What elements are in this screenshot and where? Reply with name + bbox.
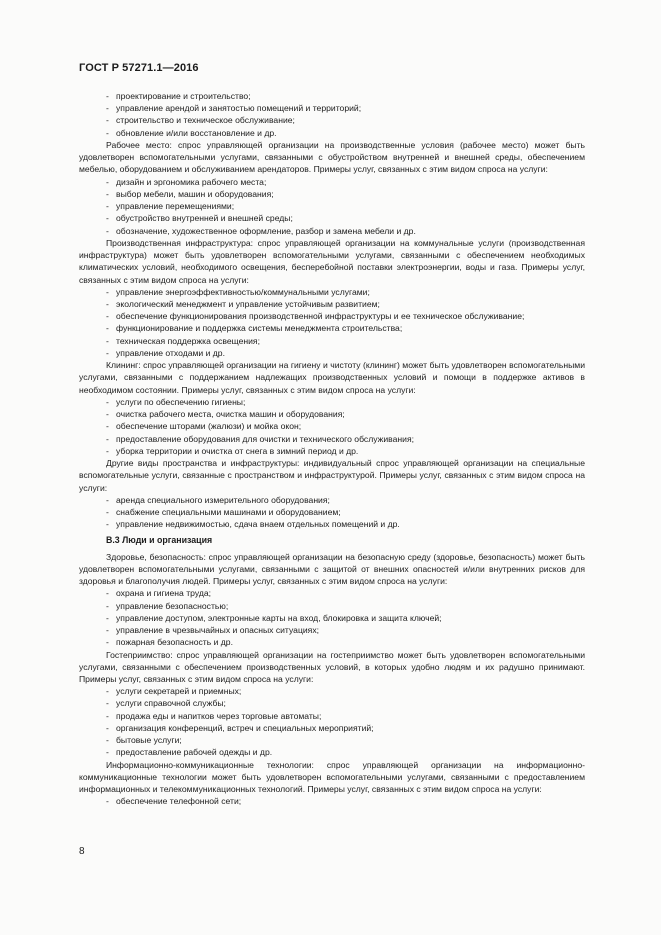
- list-item: [79, 176, 585, 188]
- list-bullet: -: [106, 747, 109, 758]
- list-item-text: управление безопасностью;: [116, 600, 229, 611]
- list-bullet: -: [106, 686, 109, 697]
- list-bullet: -: [106, 710, 109, 721]
- list-bullet: -: [106, 323, 109, 334]
- list-item-text: управление арендой и занятостью помещений и территорий;: [116, 103, 362, 114]
- list-bullet: -: [106, 335, 109, 346]
- document-body: [79, 90, 585, 808]
- list-bullet: -: [106, 201, 109, 212]
- list-item: [79, 286, 585, 298]
- list-item: [79, 624, 585, 636]
- paragraph: Рабочее место: спрос управляющей организации на производственные условия (рабочее место) может быть удовлетворен вспомогательными услугами, связанными с обустройством внутренней и внешней среды, обеспечением мебелью, оборудованием и обслуживанием арендаторов. Примеры услуг, связанных с этим видом спроса на услуги:: [79, 139, 585, 175]
- list-item-text: обновление и/или восстановление и др.: [116, 127, 277, 138]
- list-item-text: пожарная безопасность и др.: [116, 637, 233, 648]
- paragraph: Другие виды пространства и инфраструктуры: индивидуальный спрос управляющей организации на специальные вспомогательные услуги, связанные с пространством и инфраструктурой. Примеры услуг, связанных с этим видом спроса на услуги:: [79, 458, 585, 493]
- list-item: [79, 408, 585, 420]
- list-bullet: -: [106, 213, 109, 224]
- list-item: [79, 494, 585, 506]
- list-item: [79, 420, 585, 432]
- list-item-text: управление в чрезвычайных и опасных ситуациях;: [116, 625, 320, 636]
- list-item-text: предоставление рабочей одежды и др.: [116, 747, 273, 758]
- list-item-text: управление перемещениями;: [116, 201, 235, 212]
- list-bullet: -: [106, 176, 109, 187]
- list-item-text: управление доступом, электронные карты на вход, блокировка и защита ключей;: [116, 612, 442, 623]
- list-item-text: обеспечение телефонной сети;: [116, 796, 242, 807]
- list-item: [79, 335, 585, 347]
- list-item-text: управление недвижимостью, сдача внаем отдельных помещений и др.: [116, 519, 400, 530]
- list-item: [79, 697, 585, 709]
- list-item: [79, 506, 585, 518]
- list-item: [79, 734, 585, 746]
- list-item: [79, 746, 585, 758]
- list-bullet: -: [106, 445, 109, 456]
- list-bullet: -: [106, 698, 109, 709]
- list-item-text: аренда специального измерительного оборудования;: [116, 494, 330, 505]
- list-item-text: обеспечение шторами (жалюзи) и мойка окон;: [116, 421, 302, 432]
- list-item-text: функционирование и поддержка системы менеджмента строительства;: [116, 323, 403, 334]
- paragraph: Информационно-коммуникационные технологии: спрос управляющей организации на информационно-коммуникационные технологии может быть удовлетворен вспомогательными услугами, связанными с предоставлением информационных и телекоммуникационных технологий. Примеры услуг, связанных с этим видом спроса на услуги:: [79, 759, 585, 795]
- list-item-text: обустройство внутренней и внешней среды;: [116, 213, 293, 224]
- paragraph: Здоровье, безопасность: спрос управляющей организации на безопасную среду (здоровье, безопасность) может быть удовлетворен вспомогательными услугами, связанными с защитой от внешних опасностей и/или внутренних рисков для здоровья и благополучия людей. Примеры услуг, связанных с этим видом спроса на услуги:: [79, 551, 585, 587]
- list-item: [79, 612, 585, 624]
- list-item-text: выбор мебели, машин и оборудования;: [116, 188, 274, 199]
- list-item-text: бытовые услуги;: [116, 735, 182, 746]
- list-item: [79, 396, 585, 408]
- list-item-text: проектирование и строительство;: [116, 91, 251, 101]
- list-item: [79, 636, 585, 648]
- list-bullet: -: [106, 722, 109, 733]
- list-bullet: -: [106, 612, 109, 623]
- list-bullet: -: [106, 225, 109, 236]
- list-item-text: обозначение, художественное оформление, разбор и замена мебели и др.: [116, 225, 416, 236]
- list-bullet: -: [106, 600, 109, 611]
- list-item-text: предоставление оборудования для очистки и технического обслуживания;: [116, 433, 414, 444]
- list-item: [79, 127, 585, 139]
- list-bullet: -: [106, 625, 109, 636]
- list-item-text: управление энергоэффективностью/коммунальными услугами;: [116, 286, 370, 297]
- list-item-text: управление отходами и др.: [116, 347, 225, 358]
- list-item-text: очистка рабочего места, очистка машин и оборудования;: [116, 409, 345, 420]
- list-item: [79, 445, 585, 457]
- list-bullet: -: [106, 103, 109, 114]
- list-bullet: -: [106, 298, 109, 309]
- list-bullet: -: [106, 735, 109, 746]
- paragraph: Производственная инфраструктура: спрос управляющей организации на коммунальные услуги (производственная инфраструктура) может быть удовлетворен вспомогательными услугами, связанными с обеспечением необходимых климатических условий, необходимого освещения, бесперебойной поставки электроэнергии, воды и газа. Примеры услуг, связанных с этим видом спроса на услуги:: [79, 237, 585, 285]
- list-bullet: -: [106, 637, 109, 648]
- section-heading: В.3 Люди и организация: [106, 535, 213, 546]
- list-bullet: -: [106, 433, 109, 444]
- list-item-text: услуги справочной службы;: [116, 698, 226, 709]
- list-bullet: -: [106, 91, 109, 101]
- list-item-text: экологический менеджмент и управление устойчивым развитием;: [116, 298, 380, 309]
- list-item: [79, 102, 585, 114]
- list-item: [79, 200, 585, 212]
- list-bullet: -: [106, 588, 109, 599]
- paragraph: Клининг: спрос управляющей организации на гигиену и чистоту (клининг) может быть удовлетворен вспомогательными услугами, связанными с поддержанием надлежащих производственных условий и помощи в поддержке активов в необходимом состоянии. Примеры услуг, связанных с этим видом спроса на услуги:: [79, 360, 585, 395]
- list-bullet: -: [106, 506, 109, 517]
- list-item-text: строительство и техническое обслуживание;: [116, 115, 295, 126]
- list-bullet: -: [106, 421, 109, 432]
- list-item: [79, 298, 585, 310]
- list-item: [79, 90, 585, 102]
- list-item: [79, 114, 585, 126]
- list-item-text: услуги секретарей и приемных;: [116, 686, 242, 697]
- list-item: [79, 212, 585, 224]
- list-item-text: обеспечение функционирования производственной инфраструктуры и ее техническое обслуживание;: [116, 311, 525, 322]
- list-item: [79, 322, 585, 334]
- paragraph: Гостеприимство: спрос управляющей организации на гостеприимство может быть удовлетворен вспомогательными услугами, связанными с обеспечением производственных условий, в которых удобно людям и их радушно принимают. Примеры услуг, связанных с этим видом спроса на услуги:: [79, 649, 585, 685]
- list-bullet: -: [106, 409, 109, 420]
- list-item: [79, 225, 585, 237]
- list-item: [79, 795, 585, 807]
- list-bullet: -: [106, 347, 109, 358]
- list-item: [79, 310, 585, 322]
- list-bullet: -: [106, 188, 109, 199]
- list-item-text: дизайн и эргономика рабочего места;: [116, 176, 267, 187]
- list-bullet: -: [106, 494, 109, 505]
- list-item-text: организация конференций, встреч и специальных мероприятий;: [116, 722, 374, 733]
- document-header: ГОСТ Р 57271.1—2016: [79, 62, 199, 74]
- list-bullet: -: [106, 796, 109, 807]
- list-item: [79, 600, 585, 612]
- list-bullet: -: [106, 127, 109, 138]
- list-item-text: уборка территории и очистка от снега в зимний период и др.: [116, 445, 359, 456]
- list-item: [79, 685, 585, 697]
- list-bullet: -: [106, 396, 109, 407]
- list-bullet: -: [106, 286, 109, 297]
- list-item: [79, 587, 585, 599]
- list-item-text: техническая поддержка освещения;: [116, 335, 260, 346]
- list-item: [79, 188, 585, 200]
- list-item-text: продажа еды и напитков через торговые автоматы;: [116, 710, 322, 721]
- page-number: 8: [79, 846, 85, 857]
- list-bullet: -: [106, 311, 109, 322]
- list-item-text: снабжение специальными машинами и оборудованием;: [116, 506, 341, 517]
- list-bullet: -: [106, 519, 109, 530]
- list-item: [79, 433, 585, 445]
- list-item-text: услуги по обеспечению гигиены;: [116, 396, 246, 407]
- list-item: [79, 710, 585, 722]
- list-item: [79, 347, 585, 359]
- list-item-text: охрана и гигиена труда;: [116, 588, 212, 599]
- list-bullet: -: [106, 115, 109, 126]
- list-item: [79, 722, 585, 734]
- list-item: [79, 518, 585, 530]
